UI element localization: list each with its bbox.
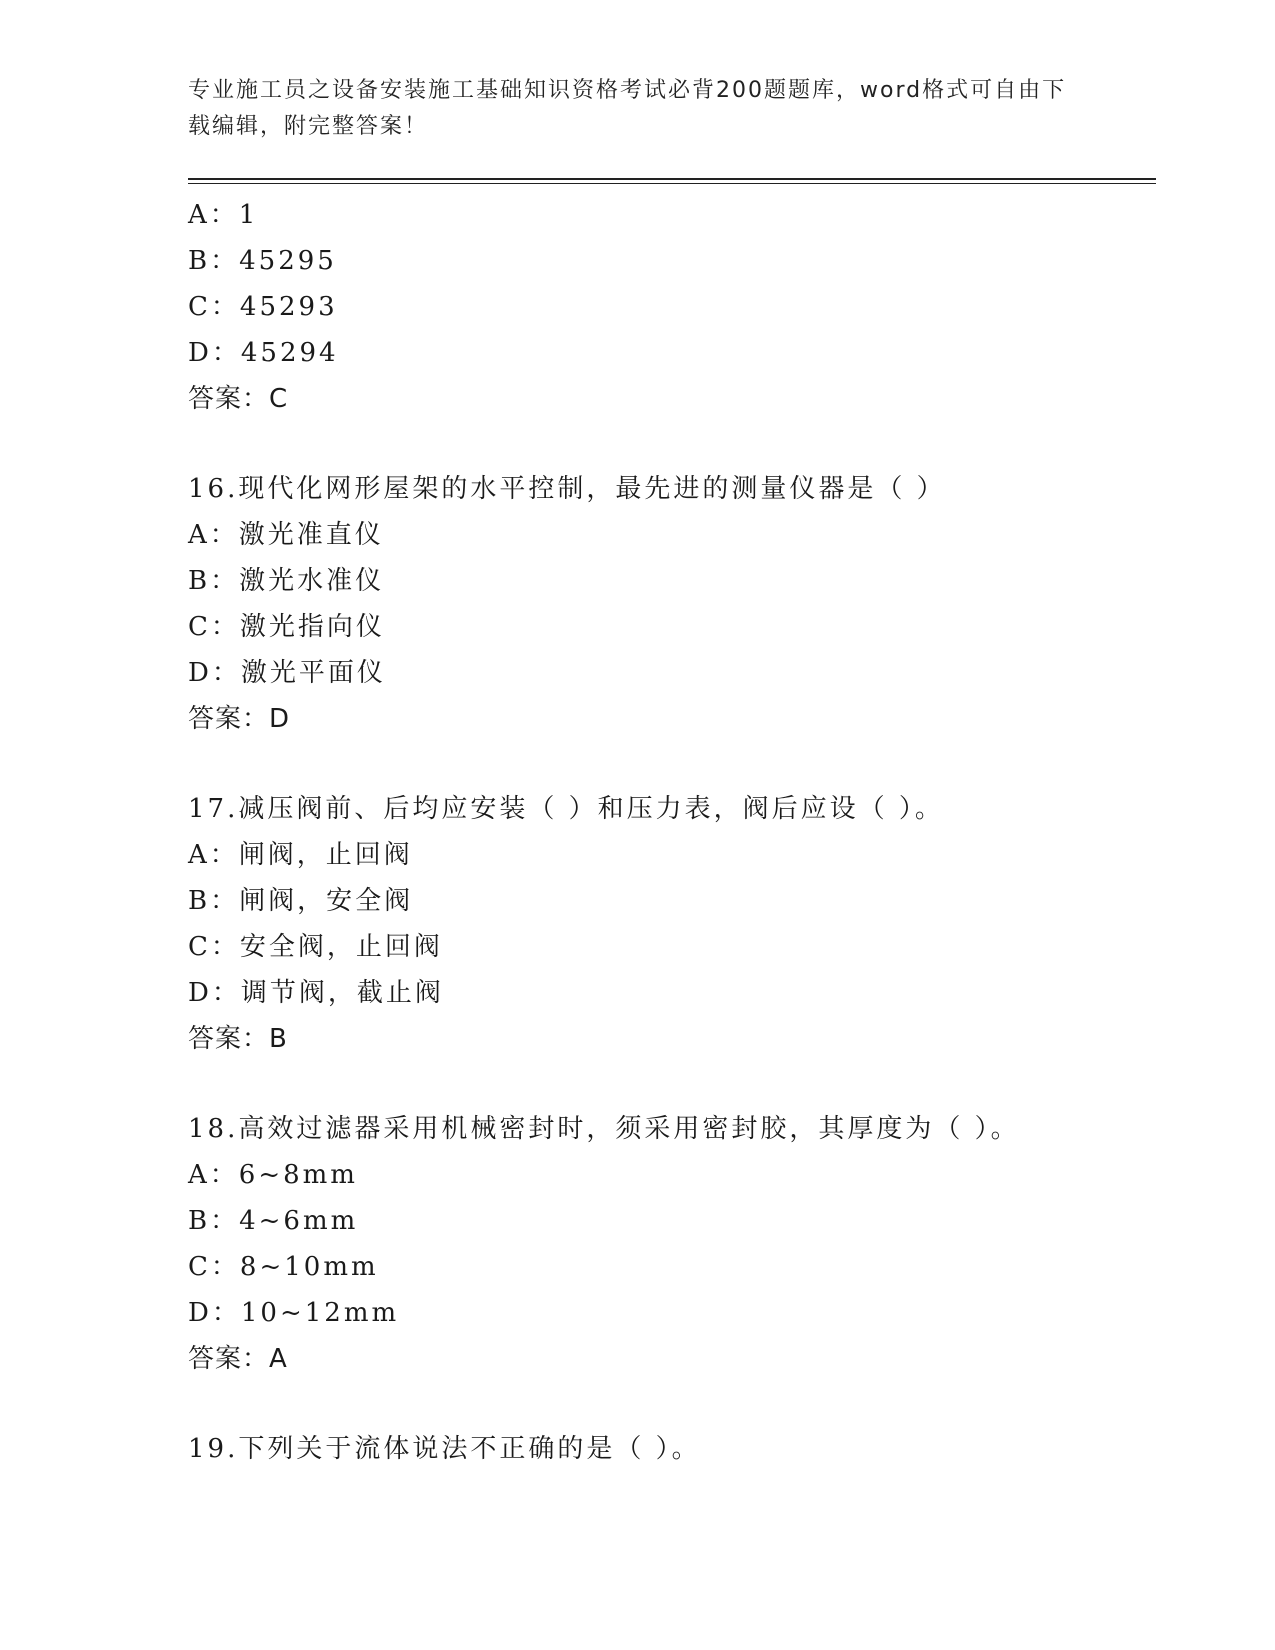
option-d: [188, 970, 1156, 1016]
answer-line: 答案：C: [188, 384, 289, 414]
option-a: [188, 512, 1156, 558]
option-c: [188, 1244, 1156, 1290]
option-text: 1: [238, 200, 259, 230]
answer-line: 答案：B: [188, 1024, 288, 1054]
question-block-19: [188, 1426, 1156, 1472]
document-title: 专业施工员之设备安装施工基础知识资格考试必背200题题库，word格式可自由下载编辑，附完整答案！: [188, 78, 1067, 139]
answer-line: 答案：D: [188, 704, 291, 734]
option-label: C：: [188, 932, 240, 962]
option-label: B：: [188, 566, 240, 596]
option-a: [188, 1152, 1156, 1198]
option-label: B：: [188, 246, 240, 276]
option-text: 闸阀，安全阀: [239, 886, 414, 916]
option-d: [188, 330, 1156, 376]
option-label: A：: [188, 200, 239, 230]
document-header: [188, 73, 1068, 145]
option-text: 45294: [240, 338, 339, 368]
option-a: [188, 192, 1156, 238]
option-text: 45293: [239, 292, 338, 322]
option-label: D：: [188, 658, 241, 688]
option-d: [188, 1290, 1156, 1336]
question-stem: 19.下列关于流体说法不正确的是（ ）。: [188, 1434, 701, 1464]
question-stem: 18.高效过滤器采用机械密封时，须采用密封胶，其厚度为（ ）。: [188, 1114, 1020, 1144]
option-label: D：: [188, 338, 241, 368]
option-text: 45295: [239, 246, 337, 276]
option-text: 激光指向仪: [239, 612, 385, 642]
option-label: A：: [188, 840, 239, 870]
header-divider-thick: [188, 178, 1156, 180]
option-label: C：: [188, 292, 240, 322]
option-b: [188, 878, 1156, 924]
option-text: 安全阀，止回阀: [239, 932, 443, 962]
option-label: D：: [188, 978, 241, 1008]
option-text: 激光平面仪: [240, 658, 386, 688]
answer-line: 答案：A: [188, 1344, 288, 1374]
option-c: [188, 924, 1156, 970]
option-label: A：: [188, 1160, 239, 1190]
option-b: [188, 558, 1156, 604]
header-divider-thin: [188, 183, 1156, 184]
option-label: C：: [188, 612, 240, 642]
option-label: B：: [188, 886, 240, 916]
option-text: 10~12mm: [240, 1298, 400, 1328]
question-block-18: [188, 1106, 1156, 1382]
option-text: 6~8mm: [238, 1160, 358, 1190]
question-block-15: [188, 192, 1156, 422]
option-c: [188, 284, 1156, 330]
option-label: D：: [188, 1298, 241, 1328]
question-stem: 17.减压阀前、后均应安装（ ）和压力表，阀后应设（ ）。: [188, 794, 944, 824]
option-d: [188, 650, 1156, 696]
question-stem: 16.现代化网形屋架的水平控制，最先进的测量仪器是（ ）: [188, 474, 946, 504]
option-c: [188, 604, 1156, 650]
option-b: [188, 1198, 1156, 1244]
option-text: 4~6mm: [239, 1206, 359, 1236]
option-a: [188, 832, 1156, 878]
option-b: [188, 238, 1156, 284]
question-block-16: [188, 466, 1156, 742]
option-label: C：: [188, 1252, 240, 1282]
document-body: [188, 192, 1156, 1472]
option-text: 8~10mm: [239, 1252, 379, 1282]
option-label: B：: [188, 1206, 240, 1236]
question-block-17: [188, 786, 1156, 1062]
option-text: 闸阀，止回阀: [238, 840, 413, 870]
option-label: A：: [188, 520, 239, 550]
option-text: 激光准直仪: [238, 520, 384, 550]
option-text: 激光水准仪: [239, 566, 385, 596]
option-text: 调节阀，截止阀: [240, 978, 444, 1008]
